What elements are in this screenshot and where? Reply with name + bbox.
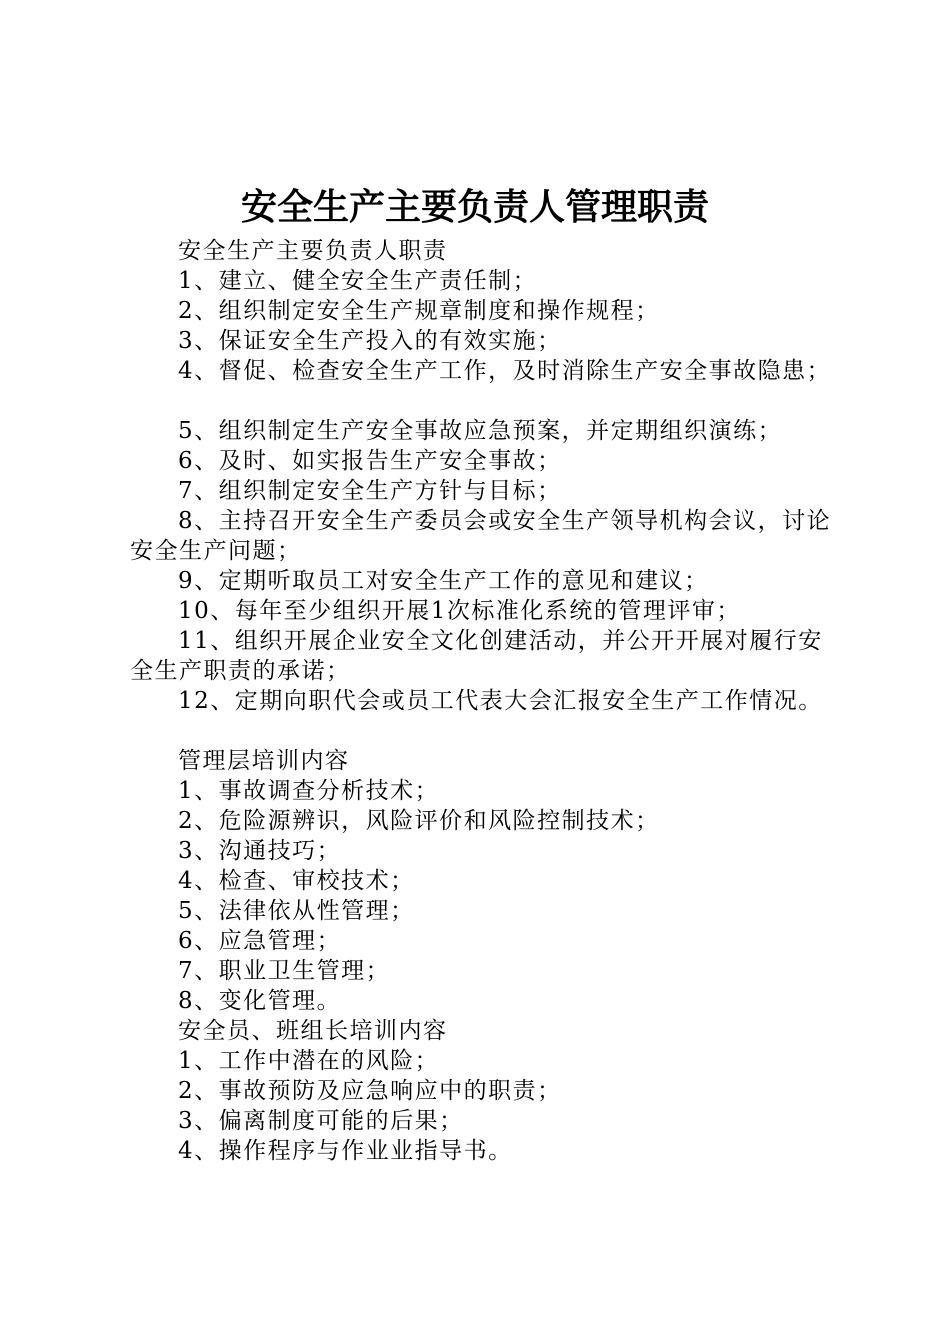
document-body: [130, 236, 835, 1166]
list-item: 3、沟通技巧；: [178, 838, 342, 864]
list-item: 1、工作中潜在的风险；: [178, 1048, 440, 1074]
list-item: 11、组织开展企业安全文化创建活动，并公开开展对履行安全生产职责的承诺；: [130, 628, 823, 684]
list-item: 8、主持召开安全生产委员会或安全生产领导机构会议，讨论安全生产问题；: [130, 508, 832, 564]
list-item: 8、变化管理。: [178, 988, 342, 1014]
list-item: 7、组织制定安全生产方针与目标；: [178, 478, 562, 504]
list-item: 3、保证安全生产投入的有效实施；: [178, 328, 562, 354]
section-heading: 安全员、班组长培训内容: [178, 1018, 448, 1044]
list-item: 4、检查、审校技术；: [178, 868, 415, 894]
spacer: [130, 386, 835, 416]
list-item: 9、定期听取员工对安全生产工作的意见和建议；: [178, 568, 709, 594]
section-heading: 管理层培训内容: [178, 748, 350, 774]
list-item: 6、应急管理；: [178, 928, 342, 954]
list-item: 10、每年至少组织开展1次标准化系统的管理评审；: [178, 598, 741, 624]
list-item: 3、偏离制度可能的后果；: [178, 1108, 464, 1134]
list-item: 4、督促、检查安全生产工作，及时消除生产安全事故隐患；: [178, 358, 832, 384]
section-heading: 安全生产主要负责人职责: [178, 238, 448, 264]
list-item: 6、及时、如实报告生产安全事故；: [178, 448, 562, 474]
spacer: [130, 716, 835, 746]
list-item: 4、操作程序与作业业指导书。: [178, 1138, 513, 1164]
list-item: 12、定期向职代会或员工代表大会汇报安全生产工作情况。: [178, 688, 823, 714]
list-item: 7、职业卫生管理；: [178, 958, 391, 984]
list-item: 2、事故预防及应急响应中的职责；: [178, 1078, 562, 1104]
list-item: 5、法律依从性管理；: [178, 898, 415, 924]
list-item: 2、组织制定安全生产规章制度和操作规程；: [178, 298, 660, 324]
document-title: 安全生产主要负责人管理职责: [240, 187, 709, 228]
list-item: 1、事故调查分析技术；: [178, 778, 440, 804]
list-item: 2、危险源辨识，风险评价和风险控制技术；: [178, 808, 660, 834]
list-item: 1、建立、健全安全生产责任制；: [178, 268, 538, 294]
list-item: 5、组织制定生产安全事故应急预案，并定期组织演练；: [178, 418, 783, 444]
